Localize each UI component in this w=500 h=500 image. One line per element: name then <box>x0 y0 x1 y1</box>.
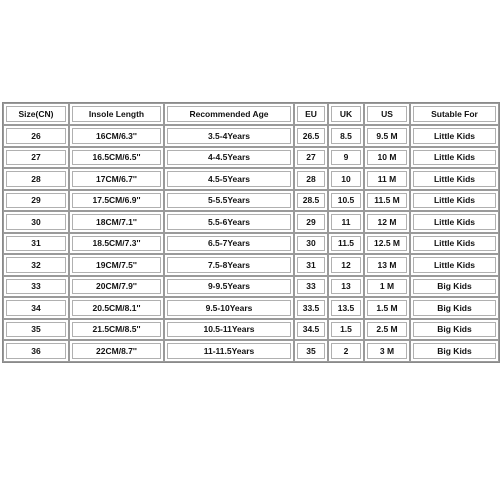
cell-suitable-for: Little Kids <box>410 233 499 255</box>
cell-recommended-age: 10.5-11Years <box>164 319 294 341</box>
cell-eu: 29 <box>294 211 328 233</box>
cell-insole-length: 16CM/6.3'' <box>69 125 164 147</box>
cell-suitable-for: Big Kids <box>410 340 499 362</box>
cell-us: 1.5 M <box>364 297 410 319</box>
cell-eu: 34.5 <box>294 319 328 341</box>
cell-insole-length: 18CM/7.1'' <box>69 211 164 233</box>
cell-eu: 35 <box>294 340 328 362</box>
cell-uk: 11.5 <box>328 233 364 255</box>
cell-eu: 30 <box>294 233 328 255</box>
cell-size-cn: 27 <box>3 147 69 169</box>
table-row <box>3 254 499 276</box>
cell-eu: 27 <box>294 147 328 169</box>
cell-us: 11.5 M <box>364 190 410 212</box>
header-us: US <box>364 103 410 125</box>
header-insole-length: Insole Length <box>69 103 164 125</box>
cell-recommended-age: 5.5-6Years <box>164 211 294 233</box>
table-row <box>3 125 499 147</box>
cell-us: 1 M <box>364 276 410 298</box>
cell-eu: 31 <box>294 254 328 276</box>
cell-suitable-for: Little Kids <box>410 211 499 233</box>
cell-us: 11 M <box>364 168 410 190</box>
header-uk: UK <box>328 103 364 125</box>
cell-uk: 11 <box>328 211 364 233</box>
cell-recommended-age: 3.5-4Years <box>164 125 294 147</box>
cell-eu: 26.5 <box>294 125 328 147</box>
cell-insole-length: 17CM/6.7'' <box>69 168 164 190</box>
table-row <box>3 233 499 255</box>
table-row <box>3 190 499 212</box>
cell-insole-length: 17.5CM/6.9'' <box>69 190 164 212</box>
header-recommended-age: Recommended Age <box>164 103 294 125</box>
cell-recommended-age: 5-5.5Years <box>164 190 294 212</box>
cell-insole-length: 19CM/7.5'' <box>69 254 164 276</box>
cell-insole-length: 20CM/7.9'' <box>69 276 164 298</box>
table-row <box>3 340 499 362</box>
cell-size-cn: 32 <box>3 254 69 276</box>
cell-eu: 33.5 <box>294 297 328 319</box>
cell-us: 3 M <box>364 340 410 362</box>
cell-suitable-for: Big Kids <box>410 297 499 319</box>
cell-uk: 13 <box>328 276 364 298</box>
cell-suitable-for: Big Kids <box>410 276 499 298</box>
table-body <box>3 125 499 362</box>
cell-size-cn: 34 <box>3 297 69 319</box>
cell-recommended-age: 4-4.5Years <box>164 147 294 169</box>
cell-eu: 28 <box>294 168 328 190</box>
cell-size-cn: 35 <box>3 319 69 341</box>
cell-uk: 9 <box>328 147 364 169</box>
cell-recommended-age: 6.5-7Years <box>164 233 294 255</box>
cell-uk: 13.5 <box>328 297 364 319</box>
cell-insole-length: 18.5CM/7.3'' <box>69 233 164 255</box>
cell-uk: 10 <box>328 168 364 190</box>
size-chart-table <box>2 102 500 363</box>
cell-recommended-age: 9-9.5Years <box>164 276 294 298</box>
table-row <box>3 297 499 319</box>
table-row <box>3 147 499 169</box>
header-suitable-for: Sutable For <box>410 103 499 125</box>
cell-recommended-age: 11-11.5Years <box>164 340 294 362</box>
cell-suitable-for: Big Kids <box>410 319 499 341</box>
cell-us: 10 M <box>364 147 410 169</box>
cell-insole-length: 20.5CM/8.1'' <box>69 297 164 319</box>
cell-uk: 12 <box>328 254 364 276</box>
cell-size-cn: 30 <box>3 211 69 233</box>
cell-size-cn: 29 <box>3 190 69 212</box>
cell-size-cn: 33 <box>3 276 69 298</box>
header-size-cn: Size(CN) <box>3 103 69 125</box>
table-row <box>3 168 499 190</box>
cell-recommended-age: 9.5-10Years <box>164 297 294 319</box>
cell-uk: 10.5 <box>328 190 364 212</box>
cell-uk: 1.5 <box>328 319 364 341</box>
cell-suitable-for: Little Kids <box>410 168 499 190</box>
cell-us: 9.5 M <box>364 125 410 147</box>
cell-size-cn: 31 <box>3 233 69 255</box>
cell-suitable-for: Little Kids <box>410 125 499 147</box>
cell-eu: 33 <box>294 276 328 298</box>
table-row <box>3 276 499 298</box>
header-eu: EU <box>294 103 328 125</box>
cell-eu: 28.5 <box>294 190 328 212</box>
cell-size-cn: 28 <box>3 168 69 190</box>
table-row <box>3 211 499 233</box>
cell-us: 12 M <box>364 211 410 233</box>
cell-suitable-for: Little Kids <box>410 147 499 169</box>
cell-suitable-for: Little Kids <box>410 254 499 276</box>
cell-us: 13 M <box>364 254 410 276</box>
cell-recommended-age: 7.5-8Years <box>164 254 294 276</box>
cell-recommended-age: 4.5-5Years <box>164 168 294 190</box>
cell-suitable-for: Little Kids <box>410 190 499 212</box>
cell-size-cn: 26 <box>3 125 69 147</box>
cell-us: 12.5 M <box>364 233 410 255</box>
cell-insole-length: 22CM/8.7'' <box>69 340 164 362</box>
cell-insole-length: 16.5CM/6.5'' <box>69 147 164 169</box>
cell-size-cn: 36 <box>3 340 69 362</box>
cell-uk: 2 <box>328 340 364 362</box>
table-row <box>3 319 499 341</box>
header-row <box>3 103 499 125</box>
cell-insole-length: 21.5CM/8.5'' <box>69 319 164 341</box>
cell-uk: 8.5 <box>328 125 364 147</box>
cell-us: 2.5 M <box>364 319 410 341</box>
